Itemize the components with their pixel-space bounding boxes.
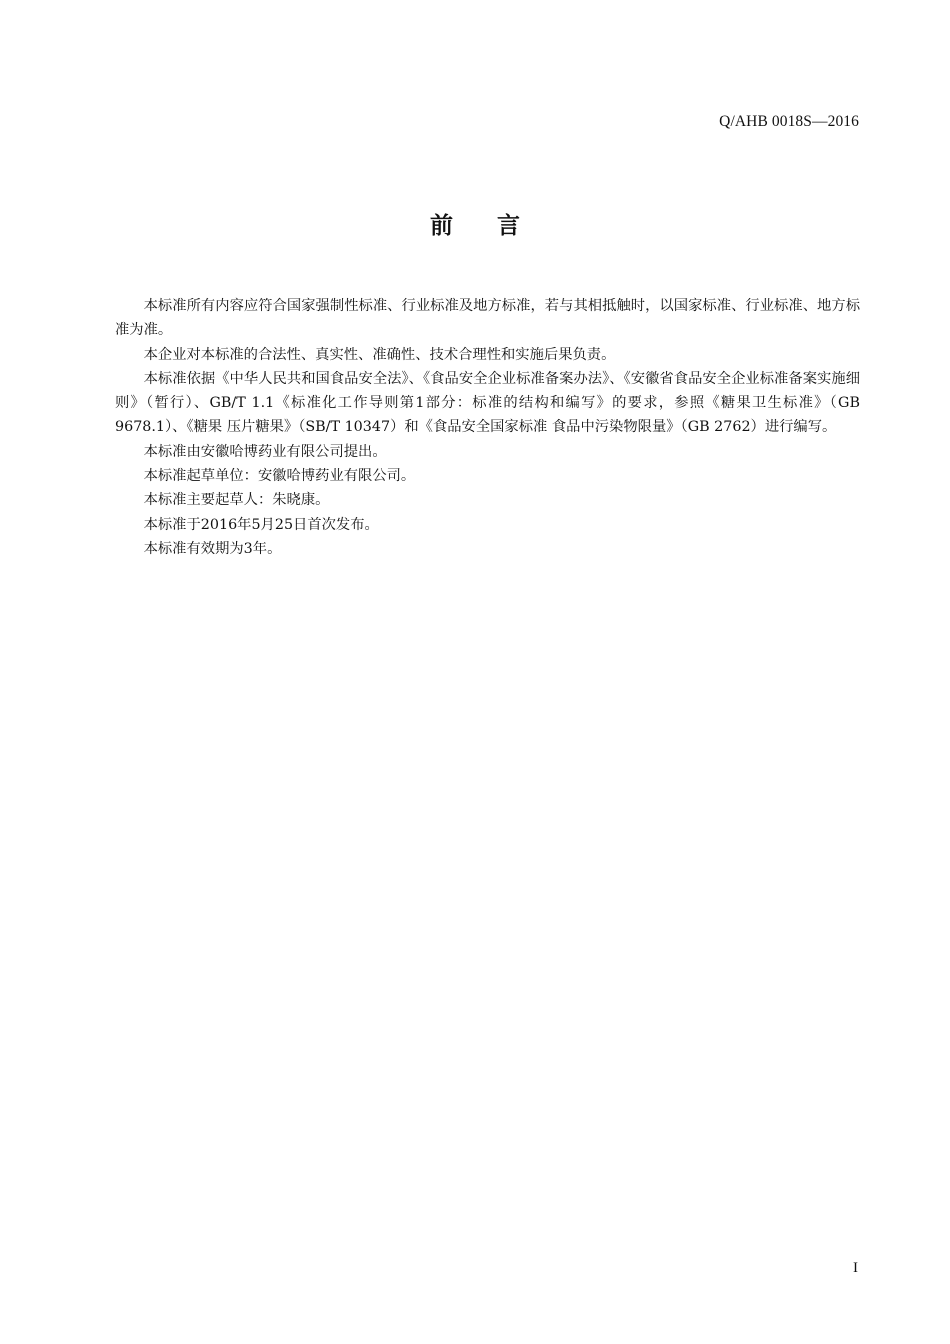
paragraph-drafting-unit: 本标准起草单位：安徽哈博药业有限公司。	[143, 468, 416, 485]
paragraph-drafter: 本标准主要起草人：朱晓康。	[143, 492, 330, 509]
page-title: 前言	[430, 213, 564, 239]
page-number: I	[853, 1260, 858, 1276]
paragraph-responsibility: 本企业对本标准的合法性、真实性、准确性、技术合理性和实施后果负责。	[143, 346, 616, 363]
document-body	[115, 294, 860, 561]
paragraph-release-date: 本标准于2016年5月25日首次发布。	[143, 516, 379, 533]
paragraph-conformity: 本标准所有内容应符合国家强制性标准、行业标准及地方标准，若与其相抵触时，以国家标准、行业标准、地方标准为准。	[115, 298, 860, 339]
paragraph-basis: 本标准依据《中华人民共和国食品安全法》、《食品安全企业标准备案办法》、《安徽省食品安全企业标准备案实施细则》（暂行）、GB/T 1.1《标准化工作导则第1部分：标准的结构和编写》的要求，参照《糖果卫生标准》（GB 9678.1）、《糖果 压片糖果》（SB/T 10347）和《食品安全国家标准 食品中污染物限量》（GB 2762）进行编写。	[115, 370, 860, 436]
paragraph-validity: 本标准有效期为3年。	[143, 540, 282, 557]
standard-code: Q/AHB 0018S—2016	[719, 113, 859, 130]
paragraph-proposer: 本标准由安徽哈博药业有限公司提出。	[143, 443, 387, 460]
